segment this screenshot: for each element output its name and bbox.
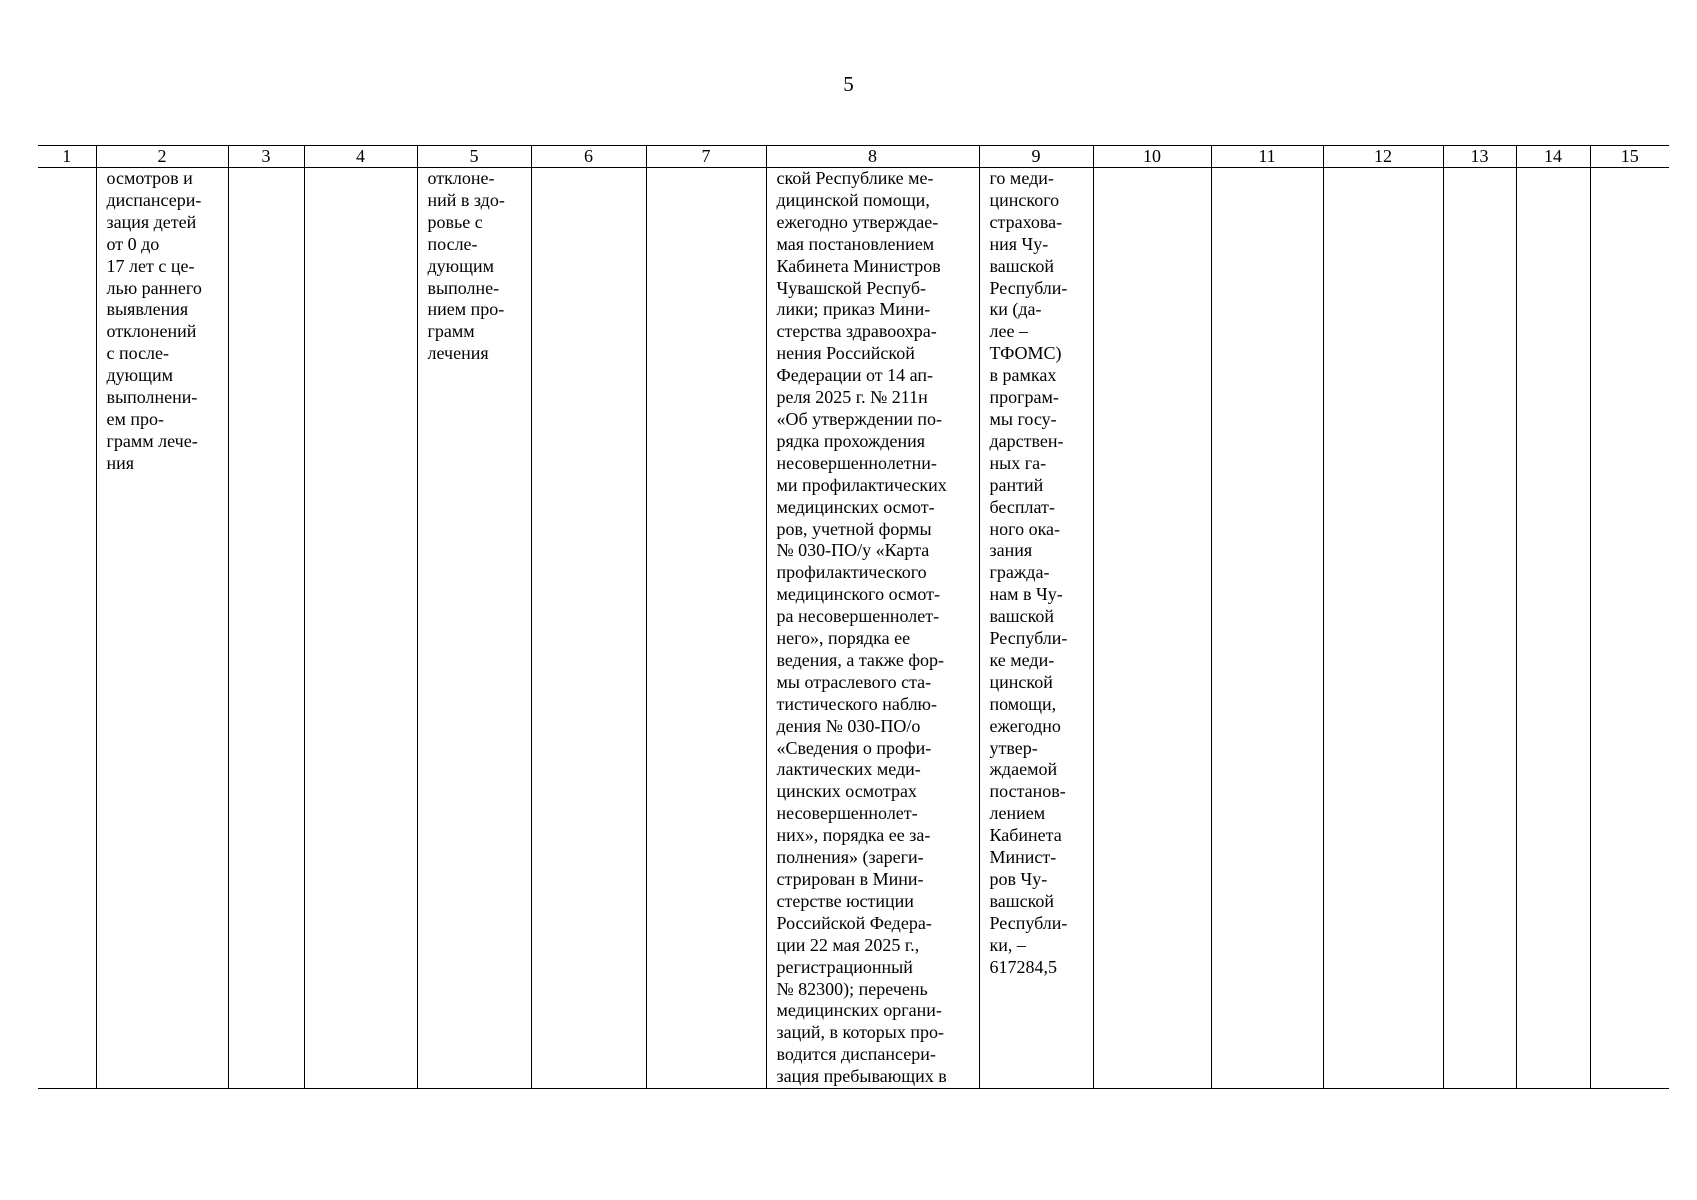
column-number-4: 4	[304, 146, 417, 168]
column-number-10: 10	[1093, 146, 1211, 168]
cell-col-10	[1093, 168, 1211, 1089]
column-number-row	[38, 146, 1669, 168]
column-number-2: 2	[96, 146, 228, 168]
column-number-14: 14	[1516, 146, 1590, 168]
cell-col-12	[1323, 168, 1443, 1089]
document-table	[38, 145, 1669, 1089]
cell-col-5: отклоне- ний в здо- ровье с после- дующим выполне- нием про- грамм лечения	[417, 168, 531, 1089]
cell-col-1	[38, 168, 96, 1089]
cell-col-13	[1443, 168, 1516, 1089]
cell-col-2: осмотров и диспансери- зация детей от 0 до 17 лет с це- лью раннего выявления отклонений с после- дующим выполнени- ем про- грамм лече- ния	[96, 168, 228, 1089]
column-number-11: 11	[1211, 146, 1323, 168]
cell-col-9: го меди- цинского страхова- ния Чу- вашской Республи- ки (да- лее – ТФОМС) в рамках програм- мы госу- дарствен- ных га- рантий бесплат- ного ока- зания гражда- нам в Чу- вашской Республи- ке меди- цинской помощи, ежегодно утвер- ждаемой постанов- лением Кабинета Минист- ров Чу- вашской Республи- ки, – 617284,5	[979, 168, 1093, 1089]
column-number-9: 9	[979, 146, 1093, 168]
column-number-6: 6	[531, 146, 646, 168]
column-number-7: 7	[646, 146, 766, 168]
column-number-13: 13	[1443, 146, 1516, 168]
cell-col-11	[1211, 168, 1323, 1089]
column-number-3: 3	[228, 146, 304, 168]
column-number-8: 8	[766, 146, 979, 168]
table-row	[38, 168, 1669, 1089]
cell-col-4	[304, 168, 417, 1089]
column-number-5: 5	[417, 146, 531, 168]
page-number: 5	[843, 72, 854, 96]
column-number-1: 1	[38, 146, 96, 168]
column-number-15: 15	[1590, 146, 1669, 168]
cell-col-3	[228, 168, 304, 1089]
cell-col-14	[1516, 168, 1590, 1089]
cell-col-7	[646, 168, 766, 1089]
column-number-12: 12	[1323, 146, 1443, 168]
cell-col-15	[1590, 168, 1669, 1089]
cell-col-8: ской Республике ме- дицинской помощи, ежегодно утверждае- мая постановлением Кабинета Министров Чувашской Респуб- лики; приказ Мини- стерства здравоохра- нения Российской Федерации от 14 ап- реля 2025 г. № 211н «Об утверждении по- рядка прохождения несовершеннолетни- ми профилактических медицинских осмот- ров, учетной формы № 030-ПО/у «Карта профилактического медицинского осмот- ра несовершеннолет- него», порядка ее ведения, а также фор- мы отраслевого ста- тистического наблю- дения № 030-ПО/о «Сведения о профи- лактических меди- цинских осмотрах несовершеннолет- них», порядка ее за- полнения» (зареги- стрирован в Мини- стерстве юстиции Российской Федера- ции 22 мая 2025 г., регистрационный № 82300); перечень медицинских органи- заций, в которых про- водится диспансери- зация пребывающих в	[766, 168, 979, 1089]
cell-col-6	[531, 168, 646, 1089]
